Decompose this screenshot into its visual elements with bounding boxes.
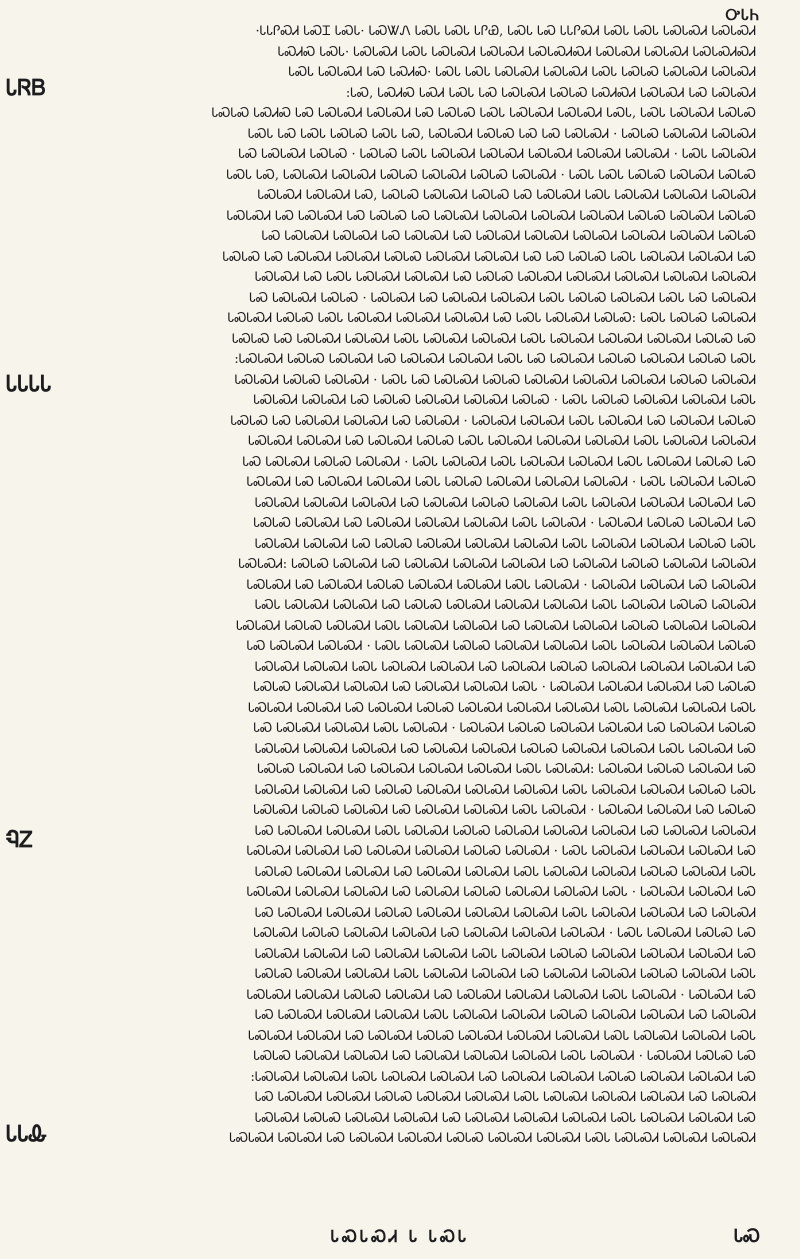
text-line: ᏓᏍᏓᏍᏗ ᏓᏍᏓᏍᏗ ᏓᏍ ᏓᏍᏓᏍᏗ ᏓᏍᏓᏍᏗ ᏓᏍᏓᏍ ᏓᏍᏓᏍᏗ ᏓᏍᏓᏍᏗ ᏓᏍᏓ ᏓᏍᏓᏍᏗ ᏓᏍᏓᏍᏗ ᏓᏍᏓᏍᏗ xyxy=(229,1131,756,1146)
text-line: ᏓᏍ ᏓᏍᏓᏍᏗ ᏓᏍᏓᏍᏗ ᏓᏍ ᏓᏍᏓᏍᏗ ᏓᏍ ᏓᏍᏓᏍᏗ ᏓᏍᏓᏍᏗ ᏓᏍᏓᏍᏗ ᏓᏍᏓᏍᏗ ᏓᏍᏓᏍᏗ ᏓᏍᏓᏍ xyxy=(261,229,756,244)
margin-marker: ᏓᏓᎲ xyxy=(6,1122,48,1147)
text-line: ᏓᏍᏓᏍᏗ ᏓᏍᏓᏍᏗ ᏓᏍᏓᏍ ᏓᏍᏓᏍᏗ ᏓᏍ ᏓᏍᏓᏍᏗ ᏓᏍᏓᏍᏗ ᏓᏍᏓᏍᏗ ᏓᏍᏓ ᏓᏍᏓᏍᏗ · ᏓᏍᏓᏍᏗ ᏓᏍ xyxy=(246,987,756,1003)
text-line: ᏓᏍᏓᏍᏗ ᏓᏍᏓᏍ ᏓᏍᏓ ᏓᏍᏓᏍᏗ ᏓᏍᏓᏍᏗ ᏓᏍᏓᏍᏗ ᏓᏍ ᏓᏍᏓ ᏓᏍᏓᏍᏗ ᏓᏍᏓᏍ: ᏓᏍᏓ ᏓᏍᏓᏍ ᏓᏍᏓᏍᏗ xyxy=(227,311,756,326)
text-line: ᏓᏍᏓᏍᏗ ᏓᏍ ᏓᏍᏓ ᏓᏍᏓᏍᏗ ᏓᏍᏓᏍᏗ ᏓᏍ ᏓᏍᏓᏍ ᏓᏍᏓᏍᏗ ᏓᏍᏓᏍᏗ ᏓᏍᏓᏍᏗ ᏓᏍᏓᏍᏗ ᏓᏍᏓᏍᏗ xyxy=(254,270,756,285)
text-line: ᏓᏍᏓᏍ ᏓᏍᏓᏍᏗ ᏓᏍᏓᏍᏗ ᏓᏍ ᏓᏍᏓᏍᏗ ᏓᏍᏓᏍᏗ ᏓᏍᏓ ᏓᏍᏓᏍᏗ ᏓᏍᏓᏍᏗ ᏓᏍᏓᏍ ᏓᏍᏓᏍᏗ ᏓᏍᏓ xyxy=(254,864,756,880)
body-paragraph xyxy=(58,22,756,1150)
text-line: ᏓᏍ ᏓᏍᏓᏍᏗ ᏓᏍᏓᏍᏗ ᏓᏍᏓᏍ ᏓᏍᏓᏍᏗ ᏓᏍᏓᏍᏗ ᏓᏍᏓ ᏓᏍᏓᏍᏗ ᏓᏍᏓᏍᏗ ᏓᏍᏓᏍᏗ ᏓᏍ ᏓᏍᏓᏍᏗ xyxy=(254,1090,756,1105)
text-line: ᏓᏍᏓᏍ ᏓᏍᏓᏍᏗ ᏓᏍᏓᏍᏗ ᏓᏍ ᏓᏍᏓᏍᏗ ᏓᏍᏓᏍᏗ ᏓᏍᏓ · ᏓᏍᏓᏍᏗ ᏓᏍᏓᏍᏗ ᏓᏍᏓᏍᏗ ᏓᏍ ᏓᏍᏓᏍ xyxy=(253,680,756,695)
body-text xyxy=(58,22,756,1150)
text-line: ᏓᏍᏓᏍ ᏓᏍ ᏓᏍᏓᏍᏗ ᏓᏍᏓᏍᏗ ᏓᏍ ᏓᏍᏓᏍᏗ · ᏓᏍᏓᏍᏗ ᏓᏍᏓᏍᏗ ᏓᏍᏓ ᏓᏍᏓᏍᏗ ᏓᏍ ᏓᏍᏓᏍᏗ ᏓᏍᏓᏍ xyxy=(230,413,756,429)
text-line: ᏓᏍᏓᏍ ᏓᏍᏓᏍᏗ ᏓᏍ ᏓᏍᏓᏍᏗ ᏓᏍᏓᏍᏗ ᏓᏍᏓᏍᏗ ᏓᏍᏓ ᏓᏍᏓᏍᏗ · ᏓᏍᏓᏍᏗ ᏓᏍᏓᏍ ᏓᏍᏓᏍᏗ ᏓᏍ xyxy=(253,516,756,531)
text-line: ᏓᏍᏗᏍ ᏓᏍᏓ· ᏓᏍᏓᏍᏗ ᏓᏍᏓ ᏓᏍᏓᏍᏗ ᏓᏍᏓᏍᏗ ᏓᏍᏓᏍᏗᏍᏗ ᏓᏍᏓᏍᏗ ᏓᏍᏓᏍᏗ ᏓᏍᏓᏍᏗᏍᏗ xyxy=(277,44,756,60)
text-line: ᏓᏍᏓᏍᏗ ᏓᏍ ᏓᏍᏓᏍᏗ ᏓᏍ ᏓᏍᏓᏍ ᏓᏍ ᏓᏍᏓᏍᏗ ᏓᏍᏓᏍᏗ ᏓᏍᏓᏍᏗ ᏓᏍᏓᏍᏗ ᏓᏍᏓᏍ ᏓᏍᏓᏍᏗ ᏓᏍᏓᏍ xyxy=(226,208,756,224)
text-line: ᏓᏍᏓᏍᏗ ᏓᏍᏓᏍ ᏓᏍᏓᏍᏗ · ᏓᏍᏓ ᏓᏍ ᏓᏍᏓᏍᏗ ᏓᏍᏓᏍ ᏓᏍᏓᏍᏗ ᏓᏍᏓᏍᏗ ᏓᏍᏓᏍᏗ ᏓᏍᏓᏍ ᏓᏍᏓᏍᏗ xyxy=(234,372,756,388)
text-line: ᏓᏍ ᏓᏍᏓᏍᏗ ᏓᏍᏓᏍ ᏓᏍᏓᏍᏗ · ᏓᏍᏓ ᏓᏍᏓᏍᏗ ᏓᏍᏓ ᏓᏍᏓᏍᏗ ᏓᏍᏓᏍᏗ ᏓᏍᏓ ᏓᏍᏓᏍᏗ ᏓᏍᏓᏍ ᏓᏍ xyxy=(242,454,756,470)
text-line: ᏓᏍᏓᏍᏗ ᏓᏍᏓᏍ ᏓᏍᏓᏍᏗ ᏓᏍ ᏓᏍᏓᏍᏗ ᏓᏍᏓᏍᏗ ᏓᏍᏓ ᏓᏍᏓᏍᏗ · ᏓᏍᏓᏍᏗ ᏓᏍᏓᏍᏗ ᏓᏍ ᏓᏍᏓᏍ xyxy=(253,803,756,818)
text-line: ᏓᏍᏓᏍ ᏓᏍᏓᏍᏗ ᏓᏍᏓᏍᏗ ᏓᏍ ᏓᏍᏓᏍᏗ ᏓᏍᏓᏍᏗ ᏓᏍᏓᏍᏗ ᏓᏍᏓ ᏓᏍᏓᏍᏗ · ᏓᏍᏓᏍᏗ ᏓᏍᏓᏍ ᏓᏍ xyxy=(253,1049,756,1064)
text-line: ᏓᏍᏓᏍᏗ ᏓᏍᏓᏍᏗ ᏓᏍᏓᏍᏗ ᏓᏍ ᏓᏍᏓᏍᏗ ᏓᏍᏓᏍ ᏓᏍᏓᏍᏗ ᏓᏍᏓᏍᏗ ᏓᏍᏓ · ᏓᏍᏓᏍᏗ ᏓᏍᏓᏍᏗ ᏓᏍ xyxy=(246,885,756,900)
text-line: ᏓᏍᏓᏍᏗ ᏓᏍᏓᏍᏗ ᏓᏍ ᏓᏍᏓᏍ ᏓᏍᏓᏍᏗ ᏓᏍᏓᏍᏗ ᏓᏍᏓᏍᏗ ᏓᏍᏓ ᏓᏍᏓᏍᏗ ᏓᏍᏓᏍᏗ ᏓᏍᏓᏍ ᏓᏍᏓ xyxy=(254,536,756,552)
text-line: ᏓᏍᏓᏍᏗ ᏓᏍᏓᏍᏗ ᏓᏍ ᏓᏍᏓᏍᏗ ᏓᏍᏓᏍ ᏓᏍᏓ ᏓᏍᏓᏍᏗ ᏓᏍᏓᏍᏗ ᏓᏍᏓᏍᏗ ᏓᏍᏓ ᏓᏍᏓᏍᏗ ᏓᏍᏓᏍᏗ xyxy=(248,434,756,449)
text-line: ᏓᏍᏓ ᏓᏍᏓᏍᏗ ᏓᏍ ᏓᏍᏗᏍ· ᏓᏍᏓ ᏓᏍᏓ ᏓᏍᏓᏍᏗ ᏓᏍᏓᏍᏗ ᏓᏍᏓ ᏓᏍᏓᏍ ᏓᏍᏓᏍᏗ ᏓᏍᏓᏍᏗ xyxy=(288,65,756,80)
footer-title: ᏓᏍᏓᏍᏗ Ꮣ ᏓᏍᏓ xyxy=(330,1227,470,1246)
margin-marker: ᏓᏓᏓᏓ xyxy=(6,372,52,397)
text-line: ᏓᏍ ᏓᏍᏓᏍᏗ ᏓᏍᏓᏍ · ᏓᏍᏓᏍᏗ ᏓᏍ ᏓᏍᏓᏍᏗ ᏓᏍᏓᏍᏗ ᏓᏍᏓ ᏓᏍᏓᏍ ᏓᏍᏓᏍᏗ ᏓᏍᏓ ᏓᏍ ᏓᏍᏓᏍᏗ xyxy=(249,290,756,306)
text-line: ᏓᏍᏓᏍᏗ ᏓᏍᏓᏍᏗ ᏓᏍ ᏓᏍᏓᏍ ᏓᏍᏓᏍᏗ ᏓᏍᏓᏍᏗ ᏓᏍᏓᏍ · ᏓᏍᏓ ᏓᏍᏓᏍ ᏓᏍᏓᏍᏗ ᏓᏍᏓᏍᏗ ᏓᏍᏓ xyxy=(253,393,756,408)
text-line: ᏓᏍᏓᏍ ᏓᏍᏗᏍ ᏓᏍ ᏓᏍᏓᏍᏗ ᏓᏍᏓᏍᏗ ᏓᏍ ᏓᏍᏓᏍ ᏓᏍᏓ ᏓᏍᏓᏍᏗ ᏓᏍᏓᏍᏗ ᏓᏍᏓ, ᏓᏍᏓ ᏓᏍᏓᏍᏗ ᏓᏍᏓᏍ xyxy=(211,106,756,121)
text-line: ᏓᏍ ᏓᏍᏓᏍᏗ ᏓᏍᏓᏍᏗ ᏓᏍᏓ ᏓᏍᏓᏍᏗ ᏓᏍᏓᏍ ᏓᏍᏓᏍᏗ ᏓᏍᏓᏍᏗ ᏓᏍᏓᏍᏗ ᏓᏍ ᏓᏍᏓᏍᏗ ᏓᏍᏓᏍᏗ xyxy=(254,823,756,839)
text-line: ᏓᏍᏓᏍᏗ ᏓᏍᏓᏍᏗ ᏓᏍ ᏓᏍᏓᏍ ᏓᏍᏓᏍᏗ ᏓᏍᏓᏍᏗ ᏓᏍᏓᏍᏗ ᏓᏍᏓ ᏓᏍᏓᏍᏗ ᏓᏍᏓᏍᏗ ᏓᏍᏓᏍ ᏓᏍᏓ xyxy=(254,782,756,798)
text-line: ᏓᏍᏓᏍᏗ ᏓᏍ ᏓᏍᏓᏍᏗ ᏓᏍᏓᏍ ᏓᏍᏓᏍᏗ ᏓᏍᏓᏍᏗ ᏓᏍᏓ ᏓᏍᏓᏍᏗ · ᏓᏍᏓᏍᏗ ᏓᏍᏓᏍᏗ ᏓᏍ ᏓᏍᏓᏍᏗ xyxy=(246,577,756,593)
text-line: ᏓᏍᏓᏍᏗ ᏓᏍᏓᏍᏗ ᏓᏍᏓ ᏓᏍᏓᏍᏗ ᏓᏍᏓᏍᏗ ᏓᏍ ᏓᏍᏓᏍᏗ ᏓᏍᏓᏍᏗ ᏓᏍᏓᏍ ᏓᏍᏓᏍᏗ ᏓᏍᏓᏍᏗ ᏓᏍ: xyxy=(250,1069,756,1085)
text-line: ᏓᏍ ᏓᏍᏓᏍᏗ ᏓᏍᏓᏍ · ᏓᏍᏓᏍ ᏓᏍᏓ ᏓᏍᏓᏍᏗ ᏓᏍᏓᏍᏗ ᏓᏍᏓᏍᏗ ᏓᏍᏓᏍᏗ ᏓᏍᏓᏍᏗ · ᏓᏍᏓ ᏓᏍᏓᏍᏗ xyxy=(238,147,756,162)
text-line: ᏓᏍ, ᏓᏍᏗᏍ ᏓᏍᏗ ᏓᏍᏓ ᏓᏍ ᏓᏍᏓᏍᏗ ᏓᏍᏓᏍ ᏓᏍᏗᏍᏗ ᏓᏍᏓᏍᏗ ᏓᏍ ᏓᏍᏓᏍᏗ: xyxy=(345,85,756,101)
text-line: ᏓᏍᏓᏍᏗ ᏓᏍᏓᏍᏗ ᏓᏍᏓ ᏓᏍᏓᏍᏗ ᏓᏍᏓᏍᏗ ᏓᏍ ᏓᏍᏓᏍᏗ ᏓᏍᏓᏍ ᏓᏍᏓᏍᏗ ᏓᏍᏓᏍᏗ ᏓᏍᏓᏍᏗ ᏓᏍ xyxy=(254,659,756,675)
text-line: ᏓᏍ ᏓᏍᏓᏍᏗ ᏓᏍᏓᏍᏗ · ᏓᏍᏓ ᏓᏍᏓᏍᏗ ᏓᏍᏓᏍ ᏓᏍᏓᏍᏗ ᏓᏍᏓᏍᏗ ᏓᏍᏓ ᏓᏍᏓᏍᏗ ᏓᏍᏓᏍᏗ ᏓᏍᏓᏍ xyxy=(246,639,756,654)
text-line: ᏓᏍᏓᏍᏗ ᏓᏍᏓᏍᏗ ᏓᏍᏓᏍᏗ ᏓᏍ ᏓᏍᏓᏍᏗ ᏓᏍᏓᏍᏗ ᏓᏍᏓᏍ ᏓᏍᏓᏍᏗ ᏓᏍᏓᏍᏗ ᏓᏍᏓ ᏓᏍᏓᏍᏗ ᏓᏍ xyxy=(254,741,756,757)
text-line: ᏓᏍ ᏓᏍᏓᏍᏗ ᏓᏍᏓᏍᏗ ᏓᏍᏓᏍᏗ ᏓᏍᏓ ᏓᏍᏓᏍᏗ ᏓᏍᏓᏍᏗ ᏓᏍᏓᏍ ᏓᏍᏓᏍᏗ ᏓᏍᏓᏍᏗ ᏓᏍ ᏓᏍᏓᏍᏗ xyxy=(254,1008,756,1023)
text-line: ᏓᏓᎵᏍᏗ ᏓᏍᏆ ᏓᏍᏓ· ᏓᏍᏔᏁ ᏓᏍᏓ ᏓᏍᏓ ᏓᎵᏯ, ᏓᏍᏓ ᏓᏍ ᏓᏓᎵᏍᏗ ᏓᏍᏓ ᏓᏍᏓ ᏓᏍᏓᏍᏗ ᏓᏍᏓᏍᏗ· xyxy=(255,24,756,39)
margin-marker: ᏓᏒᏴ xyxy=(6,76,46,101)
text-line: ᏓᏍᏓᏍ ᏓᏍᏓᏍᏗ ᏓᏍ ᏓᏍᏓᏍᏗ ᏓᏍᏓᏍᏗ ᏓᏍᏓᏍᏗ ᏓᏍᏓ ᏓᏍᏓᏍᏗ: ᏓᏍᏓᏍᏗ ᏓᏍᏓᏍ ᏓᏍᏓᏍᏗ ᏓᏍ xyxy=(257,762,756,777)
margin-marker: ᏄᏃ xyxy=(6,828,34,853)
text-line: ᏓᏍᏓᏍᏗ ᏓᏍᏓᏍᏗ ᏓᏍ ᏓᏍᏓᏍᏗ ᏓᏍᏓᏍᏗ ᏓᏍᏓᏍ ᏓᏍᏓᏍᏗ · ᏓᏍᏓ ᏓᏍᏓᏍᏗ ᏓᏍᏓᏍᏗ ᏓᏍᏓᏍᏗ ᏓᏍ xyxy=(246,844,756,859)
text-line: ᏓᏍᏓᏍ ᏓᏍ ᏓᏍᏓᏍᏗ ᏓᏍᏓᏍᏗ ᏓᏍᏓ ᏓᏍᏓᏍᏗ ᏓᏍᏓᏍᏗ ᏓᏍᏓ ᏓᏍᏓᏍᏗ ᏓᏍᏓᏍᏗ ᏓᏍᏓᏍᏗ ᏓᏍᏓᏍ ᏓᏍ xyxy=(231,331,756,347)
text-line: ᏓᏍᏓᏍᏗ ᏓᏍᏓᏍ ᏓᏍᏓᏍᏗ ᏓᏍ ᏓᏍᏓᏍᏗ ᏓᏍᏓᏍᏗ ᏓᏍᏓ ᏓᏍ ᏓᏍᏓᏍᏗ ᏓᏍᏓᏍ ᏓᏍᏓᏍᏗ ᏓᏍᏓᏍ ᏓᏍᏓ: xyxy=(234,352,756,367)
text-line: ᏓᏍᏓᏍᏗ ᏓᏍᏓᏍ ᏓᏍᏓᏍᏗ ᏓᏍᏓᏍᏗ ᏓᏍ ᏓᏍᏓᏍᏗ ᏓᏍᏓᏍᏗ ᏓᏍᏓᏍᏗ ᏓᏍᏓ ᏓᏍᏓᏍᏗ ᏓᏍᏓᏍᏗ ᏓᏍ xyxy=(254,1110,756,1126)
page-number: ᏓᏍ xyxy=(733,1226,760,1247)
text-line: ᏓᏍᏓᏍᏗ ᏓᏍ ᏓᏍᏓᏍᏗ ᏓᏍᏓᏍᏗ ᏓᏍᏓ ᏓᏍᏓᏍ ᏓᏍᏓᏍᏗ ᏓᏍᏓᏍᏗ ᏓᏍᏓᏍᏗ · ᏓᏍᏓ ᏓᏍᏓᏍᏗ ᏓᏍᏓᏍ xyxy=(246,475,756,490)
text-line: ᏓᏍᏓᏍ ᏓᏍ ᏓᏍᏓᏍᏗ ᏓᏍᏓᏍᏗ ᏓᏍᏓᏍ ᏓᏍᏓᏍᏗ ᏓᏍᏓᏍᏗ ᏓᏍ ᏓᏍ ᏓᏍᏓᏍ ᏓᏍᏓ ᏓᏍᏓᏍᏗ ᏓᏍᏓᏍᏗ ᏓᏍ xyxy=(222,249,756,265)
text-line: ᏓᏍᏓᏍᏗ ᏓᏍᏓᏍ ᏓᏍᏓᏍᏗ ᏓᏍᏓ ᏓᏍᏓᏍᏗ ᏓᏍᏓᏍᏗ ᏓᏍ ᏓᏍᏓᏍᏗ ᏓᏍᏓᏍᏗ ᏓᏍᏓᏍ ᏓᏍᏓᏍᏗ ᏓᏍᏓᏍᏗ xyxy=(236,618,756,634)
text-line: ᏓᏍᏓᏍᏗ ᏓᏍᏓᏍᏗ ᏓᏍ ᏓᏍᏓᏍᏗ ᏓᏍᏓᏍ ᏓᏍᏓᏍᏗ ᏓᏍᏓᏍᏗ ᏓᏍᏓᏍᏗ ᏓᏍᏓ ᏓᏍᏓᏍᏗ ᏓᏍᏓᏍᏗ ᏓᏍᏓ xyxy=(248,700,756,716)
text-line: ᏓᏍᏓᏍ ᏓᏍᏓᏍᏗ ᏓᏍᏓᏍᏗ ᏓᏍᏓ ᏓᏍᏓᏍᏗ ᏓᏍᏓᏍᏗ ᏓᏍ ᏓᏍᏓᏍᏗ ᏓᏍᏓᏍᏗ ᏓᏍᏓᏍ ᏓᏍᏓᏍᏗ ᏓᏍᏓ xyxy=(254,967,756,982)
text-line: ᏓᏍᏓᏍᏗ ᏓᏍᏓᏍᏗ ᏓᏍ ᏓᏍᏓᏍᏗ ᏓᏍᏓᏍ ᏓᏍᏓᏍᏗ ᏓᏍᏓᏍᏗ ᏓᏍᏓᏍᏗ ᏓᏍᏓ ᏓᏍᏓᏍᏗ ᏓᏍᏓᏍᏗ ᏓᏍᏓ xyxy=(248,1028,756,1044)
running-header: ᎤᏓᏂ xyxy=(725,6,760,24)
text-line: ᏓᏍᏓ ᏓᏍ, ᏓᏍᏓᏍᏗ ᏓᏍᏓᏍᏗ ᏓᏍᏓᏍ ᏓᏍᏓᏍᏗ ᏓᏍᏓᏍ ᏓᏍᏓᏍᏗ · ᏓᏍᏓ ᏓᏍᏓ ᏓᏍᏓᏍ ᏓᏍᏓᏍᏗ ᏓᏍᏓᏍ xyxy=(226,167,756,183)
text-line: ᏓᏍᏓᏍᏗ: ᏓᏍᏓᏍ ᏓᏍᏓᏍᏗ ᏓᏍ ᏓᏍᏓᏍᏗ ᏓᏍᏓᏍᏗ ᏓᏍᏓᏍᏗ ᏓᏍ ᏓᏍᏓᏍᏗ ᏓᏍᏓᏍ ᏓᏍᏓᏍᏗ ᏓᏍᏓᏍᏗ xyxy=(238,557,756,572)
text-line: ᏓᏍᏓ ᏓᏍ ᏓᏍᏓ ᏓᏍᏓᏍ ᏓᏍᏓ ᏓᏍ, ᏓᏍᏓᏍᏗ ᏓᏍᏓᏍ ᏓᏍ ᏓᏍ ᏓᏍᏓᏍᏗ · ᏓᏍᏓᏍ ᏓᏍᏓᏍᏗ ᏓᏍᏓᏍᏗ xyxy=(247,126,756,142)
text-line: ᏓᏍᏓ ᏓᏍᏓᏍᏗ ᏓᏍᏓᏍᏗ ᏓᏍ ᏓᏍᏓᏍ ᏓᏍᏓᏍᏗ ᏓᏍᏓᏍᏗ ᏓᏍᏓᏍᏗ ᏓᏍᏓ ᏓᏍᏓᏍᏗ ᏓᏍᏓᏍ ᏓᏍᏓᏍᏗ xyxy=(254,598,756,613)
text-line: ᏓᏍᏓᏍᏗ ᏓᏍᏓᏍᏗ ᏓᏍ, ᏓᏍᏓᏍ ᏓᏍᏓᏍᏗ ᏓᏍᏓᏍ ᏓᏍ ᏓᏍᏓᏍᏗ ᏓᏍᏓ ᏓᏍᏓᏍᏗ ᏓᏍᏓᏍᏗ ᏓᏍᏓᏍᏗ xyxy=(257,188,756,203)
text-line: ᏓᏍ ᏓᏍᏓᏍᏗ ᏓᏍᏓᏍᏗ ᏓᏍᏓ ᏓᏍᏓᏍᏗ · ᏓᏍᏓᏍᏗ ᏓᏍᏓᏍ ᏓᏍᏓᏍᏗ ᏓᏍᏓᏍᏗ ᏓᏍ ᏓᏍᏓᏍᏗ ᏓᏍᏓᏍ xyxy=(253,721,756,736)
text-line: ᏓᏍᏓᏍᏗ ᏓᏍᏓᏍ ᏓᏍᏓᏍᏗ ᏓᏍᏓᏍᏗ ᏓᏍ ᏓᏍᏓᏍᏗ ᏓᏍᏓᏍᏗ ᏓᏍᏓᏍᏗ · ᏓᏍᏓ ᏓᏍᏓᏍᏗ ᏓᏍᏓᏍ ᏓᏍ xyxy=(253,926,756,941)
text-line: ᏓᏍᏓᏍᏗ ᏓᏍᏓᏍᏗ ᏓᏍᏓᏍᏗ ᏓᏍ ᏓᏍᏓᏍᏗ ᏓᏍᏓᏍ ᏓᏍᏓᏍᏗ ᏓᏍᏓ ᏓᏍᏓᏍᏗ ᏓᏍᏓᏍᏗ ᏓᏍᏓᏍᏗ ᏓᏍ xyxy=(254,495,756,511)
text-line: ᏓᏍᏓᏍᏗ ᏓᏍᏓᏍᏗ ᏓᏍ ᏓᏍᏓᏍᏗ ᏓᏍᏓᏍᏗ ᏓᏍᏓ ᏓᏍᏓᏍᏗ ᏓᏍᏓᏍ ᏓᏍᏓᏍᏗ ᏓᏍᏓᏍᏗ ᏓᏍᏓᏍᏗ ᏓᏍ xyxy=(254,946,756,962)
text-line: ᏓᏍ ᏓᏍᏓᏍᏗ ᏓᏍᏓᏍᏗ ᏓᏍᏓᏍ ᏓᏍᏓᏍᏗ ᏓᏍᏓᏍᏗ ᏓᏍᏓᏍᏗ ᏓᏍᏓ ᏓᏍᏓᏍᏗ ᏓᏍᏓᏍᏗ ᏓᏍ ᏓᏍᏓᏍᏗ xyxy=(254,905,756,921)
